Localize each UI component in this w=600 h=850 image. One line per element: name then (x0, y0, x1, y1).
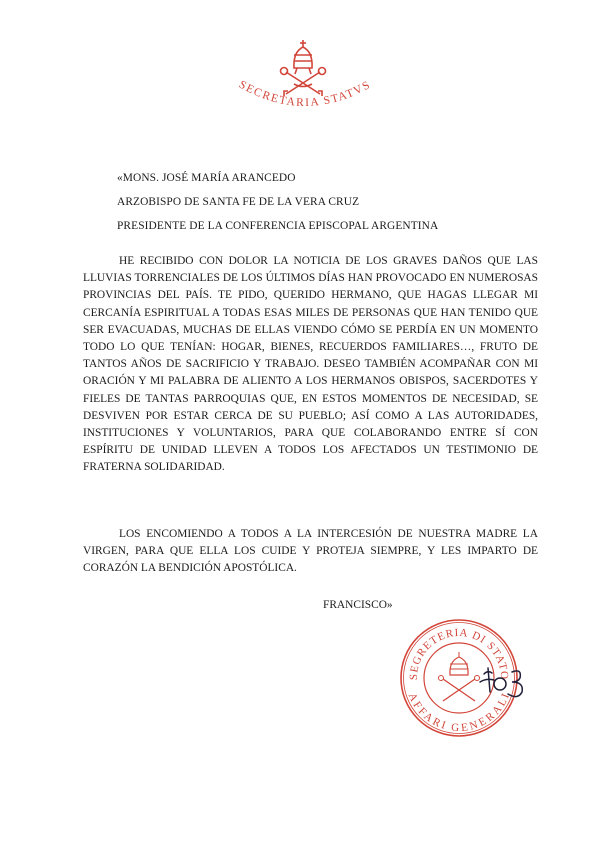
signature-name: FRANCISCO» (323, 599, 393, 611)
recipient-address (117, 166, 537, 238)
secretaria-status-text (225, 72, 385, 132)
recipient-title: ARZOBISPO DE SANTA FE DE LA VERA CRUZ (117, 196, 360, 208)
body-paragraph-1: HE RECIBIDO CON DOLOR LA NOTICIA DE LOS GRAVES DAÑOS QUE LAS LLUVIAS TORRENCIALES DE LOS ÚLTIMOS DÍAS HAN PROVOCADO EN NUMEROSAS PROVINCIAS DEL PAÍS. TE PIDO, QUERIDO HERMANO, QUE HAGAS LLEGAR MI CERCANÍA ESPIRITUAL A TODAS ESAS MILES DE PERSONAS QUE HAN TENIDO QUE SER EVACUADAS, MUCHAS DE ELLAS VIENDO CÓMO SE PERDÍA EN UN MOMENTO TODO LO QUE TENÍAN: HOGAR, BIENES, RECUERDOS FAMILIARES…, FRUTO DE TANTOS AÑOS DE SACRIFICIO Y TRABAJO. DESEO TAMBIÉN ACOMPAÑAR CON MI ORACIÓN Y MI PALABRA DE ALIENTO A LOS HERMANOS OBISPOS, SACERDOTES Y FIELES DE TANTAS PARROQUIAS QUE, EN ESTOS MOMENTOS DE NECESIDAD, SE DESVIVEN POR ESTAR CERCA DE SU PUEBLO; ASÍ COMO A LAS AUTORIDADES, INSTITUCIONES Y VOLUNTARIOS, PARA QUE COLABORANDO ENTRE SÍ CON ESPÍRITU DE UNIDAD LLEVEN A TODOS LOS AFECTADOS UN TESTIMONIO DE FRATERNA SOLIDARIDAD. (83, 255, 538, 474)
handwritten-signature-mark (478, 660, 533, 705)
recipient-name: «MONS. JOSÉ MARÍA ARANCEDO (117, 172, 296, 184)
body-paragraph-2: LOS ENCOMIENDO A TODOS A LA INTERCESIÓN DE NUESTRA MADRE LA VIRGEN, PARA QUE ELLA LOS CUIDE Y PROTEJA SIEMPRE, Y LES IMPARTO DE CORAZÓN LA BENDICIÓN APOSTÓLICA. (83, 528, 538, 575)
recipient-role: PRESIDENTE DE LA CONFERENCIA EPISCOPAL ARGENTINA (117, 220, 439, 232)
svg-text:SEGRETERIA DI STATO: SEGRETERIA DI STATO (407, 626, 511, 681)
svg-text:AFFARI GENERALI: AFFARI GENERALI (405, 691, 513, 735)
svg-text:SECRETARIA STATVS: SECRETARIA STATVS (236, 78, 374, 110)
letterhead (0, 0, 600, 130)
